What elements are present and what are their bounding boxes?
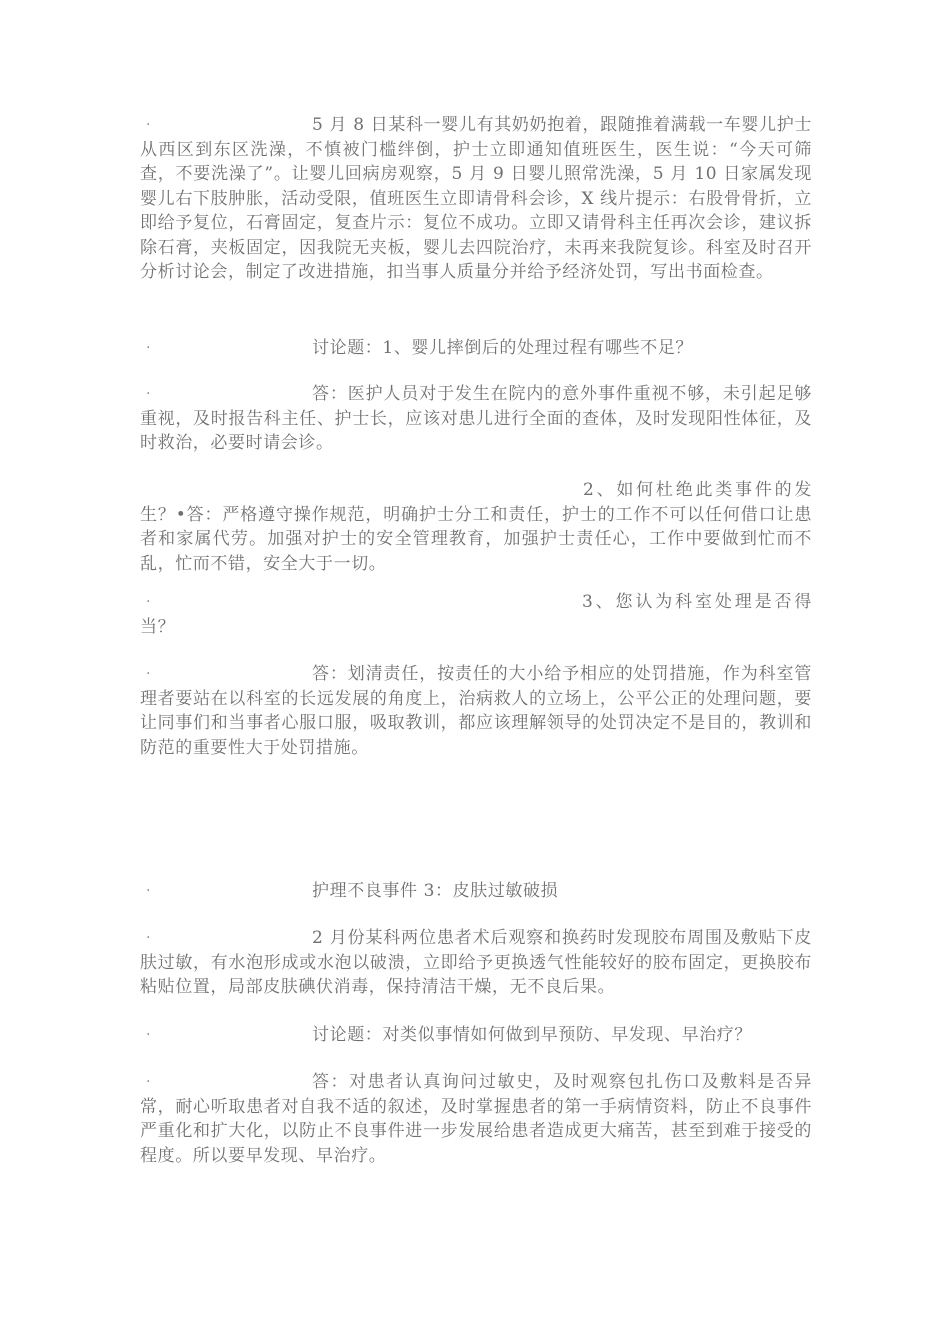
bullet: · — [146, 386, 151, 402]
question-2-and-answer: 2、如何杜绝此类事件的发生？•答：严格遵守操作规范，明确护士分工和责任，护士的工作不可以任何借口让患者和家属代劳。加强对护士的安全管理教育，加强护士责任心，工作中要做到忙而不乱，忙而不错，安全大于一切。 — [140, 480, 812, 574]
discussion-question-3: 3、您认为科室处理是否得当？ — [140, 592, 812, 637]
case-description-paragraph-2: 2 月份某科两位患者术后观察和换药时发现胶布周围及敷贴下皮肤过敏，有水泡形成或水泡以破溃，立即给予更换透气性能较好的胶布固定，更换胶布粘贴位置，局部皮肤碘伏消毒，保持清洁干燥，无不良后果。 — [140, 928, 812, 997]
bullet: · — [146, 883, 151, 899]
section-heading: 护理不良事件 3：皮肤过敏破损 — [312, 881, 559, 901]
discussion-question-1: 讨论题：1、婴儿摔倒后的处理过程有哪些不足？ — [312, 338, 694, 358]
bullet: · — [146, 340, 151, 356]
bullet: · — [146, 1027, 151, 1043]
discussion-question-4: 讨论题：对类似事情如何做到早预防、早发现、早治疗？ — [312, 1025, 752, 1045]
bullet: · — [146, 117, 151, 133]
answer-3: 答：划清责任，按责任的大小给予相应的处罚措施，作为科室管理者要站在以科室的长远发展的角度上，治病救人的立场上，公平公正的处理问题，要让同事们和当事者心服口服，吸取教训，都应该理解领导的处罚决定不是目的，教训和防范的重要性大于处罚措施。 — [140, 664, 812, 758]
bullet: · — [146, 666, 151, 682]
bullet: · — [146, 1074, 151, 1090]
bullet: · — [146, 594, 151, 610]
case-description-paragraph: 5 月 8 日某科一婴儿有其奶奶抱着，跟随推着满载一车婴儿护士从西区到东区洗澡，不慎被门槛绊倒，护士立即通知值班医生，医生说：“今天可筛查，不要洗澡了”。让婴儿回病房观察，5 月 9 日婴儿照常洗澡，5 月 10 日家属发现婴儿右下肢肿胀，活动受限，值班医生立即请骨科会诊，X 线片提示：右股骨骨折，立即给予复位，石膏固定，复查片示：复位不成功。立即又请骨科主任再次会诊，建议拆除石膏，夹板固定，因我院无夹板，婴儿去四院治疗，未再来我院复诊。科室及时召开分析讨论会，制定了改进措施，扣当事人质量分并给予经济处罚，写出书面检查。 — [140, 115, 812, 282]
answer-1: 答：医护人员对于发生在院内的意外事件重视不够，未引起足够重视，及时报告科主任、护士长，应该对患儿进行全面的查体，及时发现阳性体征，及时救治，必要时请会诊。 — [140, 384, 812, 453]
answer-4: 答：对患者认真询问过敏史，及时观察包扎伤口及敷料是否异常，耐心听取患者对自我不适的叙述，及时掌握患者的第一手病情资料，防止不良事件严重化和扩大化，以防止不良事件进一步发展给患者造成更大痛苦，甚至到难于接受的程度。所以要早发现、早治疗。 — [140, 1072, 812, 1166]
bullet: · — [146, 930, 151, 946]
